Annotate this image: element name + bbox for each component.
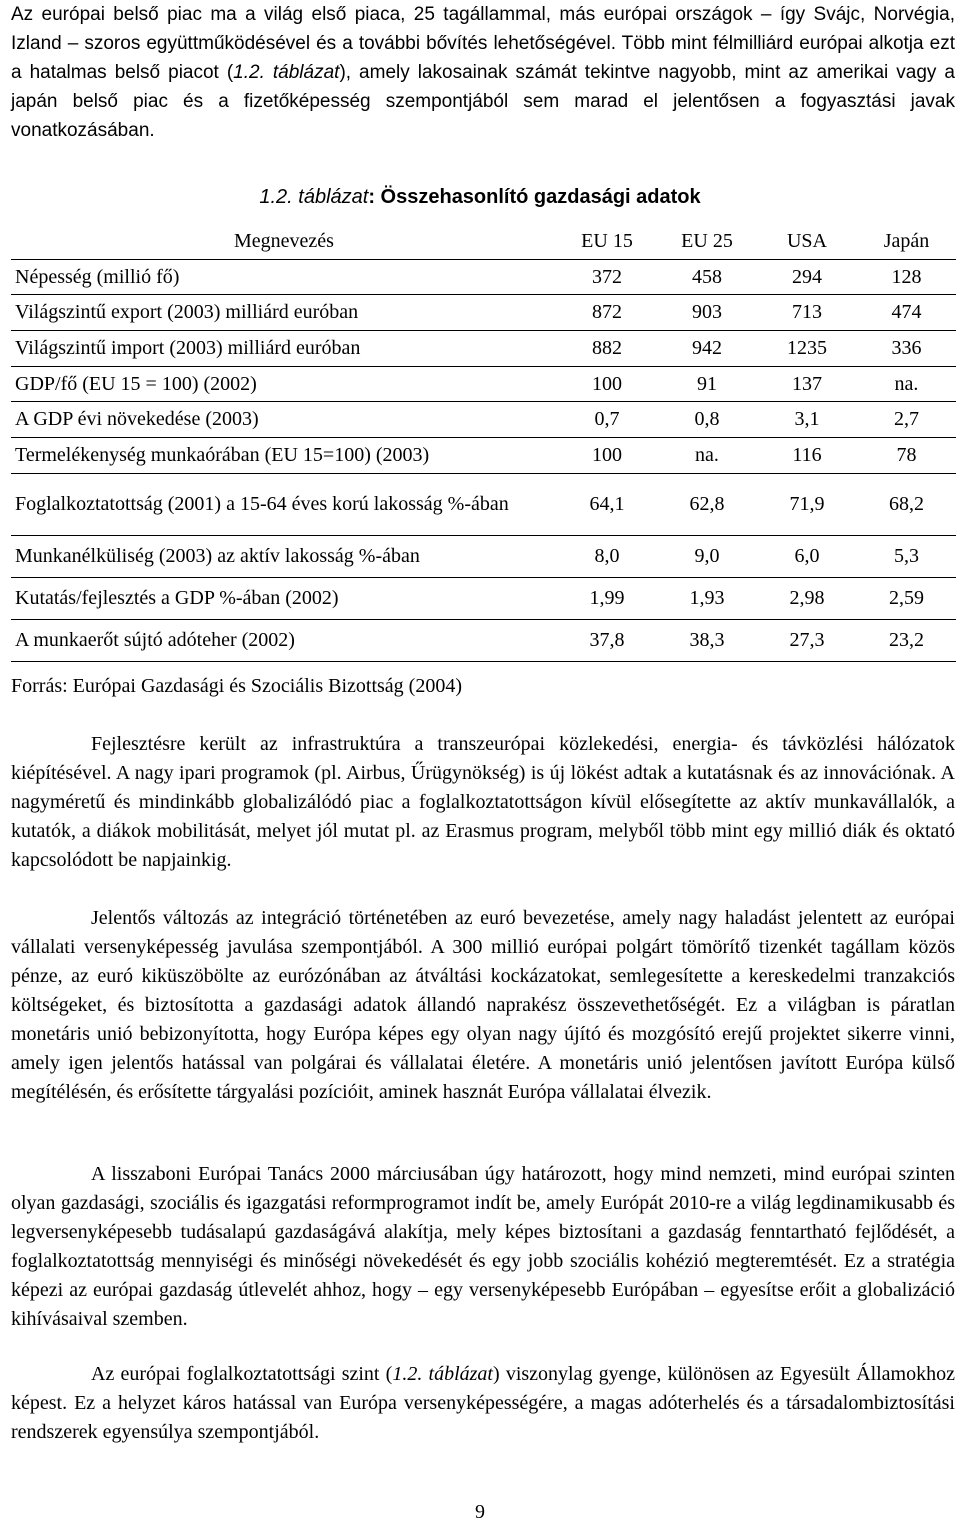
cell-value: 137	[757, 367, 857, 402]
cell-value: 9,0	[657, 536, 757, 578]
row-label: Termelékenység munkaórában (EU 15=100) (2003)	[11, 438, 557, 474]
row-label: Foglalkoztatottság (2001) a 15-64 éves korú lakosság %-ában	[11, 474, 557, 536]
table-row	[11, 260, 956, 295]
cell-value: 882	[557, 331, 657, 367]
table-reference: 1.2. táblázat	[233, 62, 340, 83]
cell-value: 872	[557, 295, 657, 331]
table-row	[11, 438, 956, 474]
cell-value: 6,0	[757, 536, 857, 578]
cell-value: 1,93	[657, 578, 757, 620]
paragraph-4-text-1: Az európai foglalkoztatottsági szint (	[91, 1363, 393, 1385]
header-eu25: EU 25	[657, 224, 757, 260]
paragraph-4-text-2: ) viszonylag gyenge, különösen az Egyesült Államokhoz képest. Ez a helyzet káros hatással van Európa versenyképességére, a magas adóterhelés és a társadalombiztosítási rendszerek egyensúlya szempontjából.	[11, 1363, 955, 1443]
row-label: A munkaerőt sújtó adóteher (2002)	[11, 620, 557, 662]
cell-value: 942	[657, 331, 757, 367]
cell-value: 8,0	[557, 536, 657, 578]
cell-value: 23,2	[857, 620, 956, 662]
intro-paragraph	[11, 0, 955, 145]
cell-value: 100	[557, 367, 657, 402]
table-title: : Összehasonlító gazdasági adatok	[368, 186, 701, 208]
body-paragraph-3: A lisszaboni Európai Tanács 2000 márciusában úgy határozott, hogy mind nemzeti, mind európai szinten olyan gazdasági, szociális és igazgatási reformprogramot indít be, amely Európát 2010-re a világ legdinamikusabb és legversenyképesebb tudásalapú gazdaságává alakítja, mely képes biztosítani a gazdaság fenntartható fejlődését, a foglalkoztatottság mennyiségi és minőségi növekedését és egy jobb szociális kohézió megteremtését. Ez a stratégia képezi az európai gazdaság útlevelét ahhoz, hogy – egy versenyképesebb Európában – egyesítse erőit a globalizáció kihívásaival szemben.	[11, 1163, 955, 1330]
body-paragraph-2: Jelentős változás az integráció történetében az euró bevezetése, amely nagy haladást jelentett az európai vállalati versenyképesség javulása szempontjából. A 300 millió európai polgárt tömörítő tizenkét tagállam közös pénze, az euró kiküszöbölte az eurózónában az átváltási kockázatokat, semlegesítette a kereskedelmi tranzakciós költségeket, és biztosította a gazdasági adatok állandó naprakész összevethetőségét. Ez a világban is páratlan monetáris unió bebizonyította, hogy Európa képes egy olyan nagy újító és mozgósító erejű projektet sikerre vinni, amely igen jelentős hatással van polgárai és vállalatai életére. A monetáris unió jelentősen javított Európa külső megítélésén, és erősítette tárgyalási pozícióit, aminek hasznát Európa vállalatai élvezik.	[11, 907, 955, 1103]
cell-value: 62,8	[657, 474, 757, 536]
table-row	[11, 367, 956, 402]
row-label: GDP/fő (EU 15 = 100) (2002)	[11, 367, 557, 402]
header-japan: Japán	[857, 224, 956, 260]
cell-value: 68,2	[857, 474, 956, 536]
comparison-table	[11, 224, 956, 662]
header-megnevezes: Megnevezés	[11, 224, 557, 260]
cell-value: 100	[557, 438, 657, 474]
table-source: Forrás: Európai Gazdasági és Szociális Bizottság (2004)	[11, 675, 462, 697]
cell-value: 903	[657, 295, 757, 331]
table-row	[11, 536, 956, 578]
table-header-row	[11, 224, 956, 260]
cell-value: 2,59	[857, 578, 956, 620]
cell-value: 1235	[757, 331, 857, 367]
row-label: Népesség (millió fő)	[11, 260, 557, 295]
cell-value: 0,7	[557, 402, 657, 438]
cell-value: 294	[757, 260, 857, 295]
page-number: 9	[475, 1501, 485, 1523]
table-row	[11, 402, 956, 438]
cell-value: 91	[657, 367, 757, 402]
cell-value: 2,7	[857, 402, 956, 438]
table-number: 1.2. táblázat	[259, 186, 369, 208]
table-reference: 1.2. táblázat	[392, 1363, 493, 1385]
cell-value: 38,3	[657, 620, 757, 662]
header-usa: USA	[757, 224, 857, 260]
cell-value: 3,1	[757, 402, 857, 438]
table-row	[11, 578, 956, 620]
cell-value: 0,8	[657, 402, 757, 438]
cell-value: 78	[857, 438, 956, 474]
body-paragraph-1: Fejlesztésre került az infrastruktúra a transzeurópai közlekedési, energia- és távközlési hálózatok kiépítésével. A nagy ipari programok (pl. Airbus, Űrügynökség) is új lökést adtak a kutatásnak és az innovációnak. A nagyméretű és mindinkább globalizálódó piac a foglalkoztatottságon kívül elősegítette az aktív munkavállalók, a kutatók, a diákok mobilitását, melyet jól mutat pl. az Erasmus program, melyből több mint egy millió diák és oktató kapcsolódott be napjainkig.	[11, 733, 955, 871]
cell-value: 372	[557, 260, 657, 295]
row-label: Világszintű export (2003) milliárd euróban	[11, 295, 557, 331]
table-row	[11, 474, 956, 536]
cell-value: 474	[857, 295, 956, 331]
row-label: Kutatás/fejlesztés a GDP %-ában (2002)	[11, 578, 557, 620]
cell-value: 128	[857, 260, 956, 295]
header-eu15: EU 15	[557, 224, 657, 260]
cell-value: 2,98	[757, 578, 857, 620]
intro-text-1: Az európai belső piac ma a világ első piaca, 25 tagállammal, más európai országok – így Svájc, Norvégia, Izland – szoros együttműködésével és a további bővítés lehetőségével. Több mint félmilliárd európai alkotja ezt a hatalmas belső piacot (	[11, 4, 955, 83]
cell-value: 1,99	[557, 578, 657, 620]
cell-value: na.	[857, 367, 956, 402]
cell-value: 713	[757, 295, 857, 331]
row-label: Világszintű import (2003) milliárd euróban	[11, 331, 557, 367]
body-paragraph-4	[11, 1360, 955, 1447]
table-caption	[0, 183, 960, 212]
cell-value: 64,1	[557, 474, 657, 536]
row-label: A GDP évi növekedése (2003)	[11, 402, 557, 438]
table-row	[11, 331, 956, 367]
table-row	[11, 295, 956, 331]
cell-value: 27,3	[757, 620, 857, 662]
cell-value: 71,9	[757, 474, 857, 536]
cell-value: 336	[857, 331, 956, 367]
intro-text-2: ), amely lakosainak számát tekintve nagyobb, mint az amerikai vagy a japán belső piac és a fizetőképesség szempontjából sem marad el jelentősen a fogyasztási javak vonatkozásában.	[11, 62, 955, 141]
table-row	[11, 620, 956, 662]
cell-value: 116	[757, 438, 857, 474]
cell-value: na.	[657, 438, 757, 474]
cell-value: 458	[657, 260, 757, 295]
row-label: Munkanélküliség (2003) az aktív lakosság %-ában	[11, 536, 557, 578]
cell-value: 37,8	[557, 620, 657, 662]
cell-value: 5,3	[857, 536, 956, 578]
